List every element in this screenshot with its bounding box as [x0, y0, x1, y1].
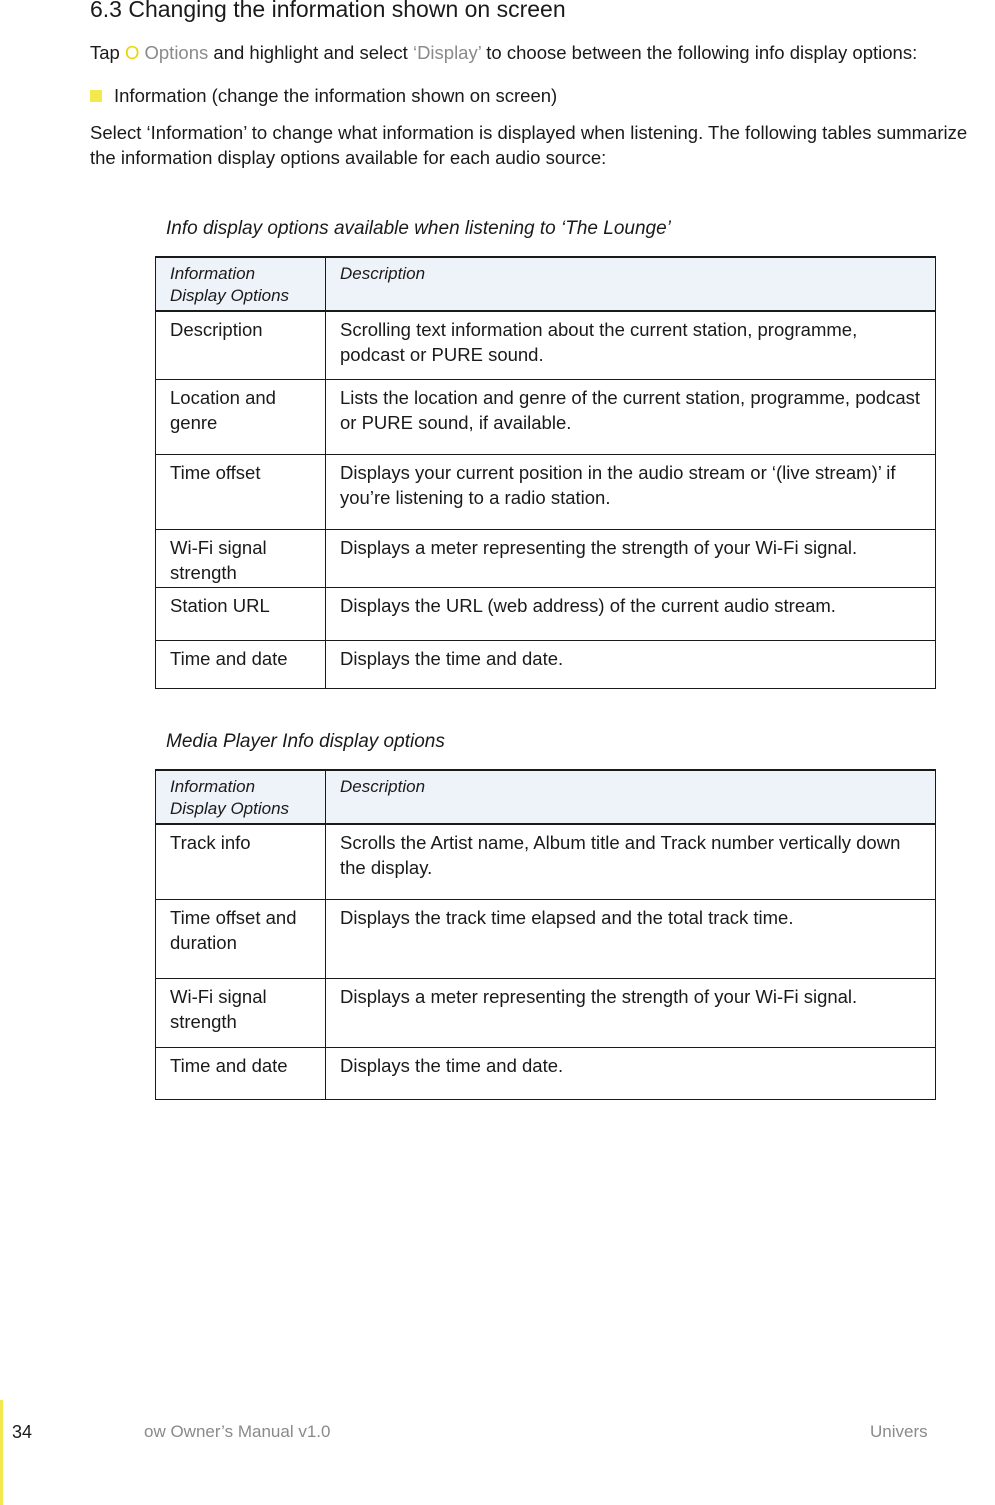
option-cell: Wi-Fi signal strength [156, 529, 326, 587]
intro-end: to choose between the following info display options: [481, 42, 918, 63]
section-title: 6.3 Changing the information shown on screen [90, 0, 566, 22]
table-row [156, 587, 936, 640]
description-cell: Displays a meter representing the strength of your Wi-Fi signal. [326, 978, 936, 1047]
media-table-caption: Media Player Info display options [166, 731, 445, 752]
description-cell: Scrolls the Artist name, Album title and Track number vertically down the display. [326, 824, 936, 899]
display-label: ‘Display’ [412, 42, 482, 63]
header-description: Description [326, 257, 936, 311]
media-info-table [155, 769, 936, 1100]
table-row [156, 454, 936, 529]
option-cell: Description [156, 311, 326, 379]
table-header-row [156, 257, 936, 311]
option-cell: Time offset and duration [156, 899, 326, 978]
option-cell: Track info [156, 824, 326, 899]
table-row [156, 311, 936, 379]
table-row [156, 529, 936, 587]
table-header-row [156, 770, 936, 824]
table-row [156, 640, 936, 688]
description-cell: Displays the time and date. [326, 640, 936, 688]
option-cell: Location and genre [156, 379, 326, 454]
description-cell: Displays the time and date. [326, 1047, 936, 1099]
table-row [156, 1047, 936, 1099]
description-cell: Scrolling text information about the current station, programme, podcast or PURE sound. [326, 311, 936, 379]
table-row [156, 379, 936, 454]
lounge-table-caption: Info display options available when listening to ‘The Lounge’ [166, 218, 671, 239]
header-description: Description [326, 770, 936, 824]
bullet-square-icon [90, 90, 102, 102]
description-cell: Displays a meter representing the strength of your Wi-Fi signal. [326, 529, 936, 587]
header-option: Information Display Options [156, 770, 326, 824]
header-option: Information Display Options [156, 257, 326, 311]
page-number: 34 [12, 1422, 33, 1442]
description-cell: Lists the location and genre of the current station, programme, podcast or PURE sound, if available. [326, 379, 936, 454]
option-cell: Time and date [156, 640, 326, 688]
manual-title-text: ow Owner’s Manual v1.0 [144, 1422, 331, 1441]
page-footer [0, 1422, 995, 1446]
intro-mid: and highlight and select [208, 42, 413, 63]
brand-name: Univers [870, 1422, 928, 1441]
options-icon: O [124, 42, 140, 63]
description-cell: Displays your current position in the audio stream or ‘(live stream)’ if you’re listening to a radio station. [326, 454, 936, 529]
bullet-text: Information (change the information shown on screen) [114, 85, 558, 106]
description-cell: Displays the URL (web address) of the current audio stream. [326, 587, 936, 640]
table-row [156, 824, 936, 899]
manual-title [144, 1422, 376, 1442]
option-cell: Time offset [156, 454, 326, 529]
intro-text [90, 42, 995, 64]
option-cell: Time and date [156, 1047, 326, 1099]
bullet-item-information [90, 85, 557, 107]
description-cell: Displays the track time elapsed and the total track time. [326, 899, 936, 978]
option-cell: Station URL [156, 587, 326, 640]
intro-tap: Tap [90, 42, 125, 63]
options-label: Options [139, 42, 209, 63]
table-row [156, 978, 936, 1047]
option-cell: Wi-Fi signal strength [156, 978, 326, 1047]
lounge-info-table [155, 256, 936, 689]
table-row [156, 899, 936, 978]
description-paragraph: Select ‘Information’ to change what information is displayed when listening. The following tables summarize the information display options available for each audio source: [90, 122, 968, 168]
footer-accent-bar [0, 1400, 3, 1505]
